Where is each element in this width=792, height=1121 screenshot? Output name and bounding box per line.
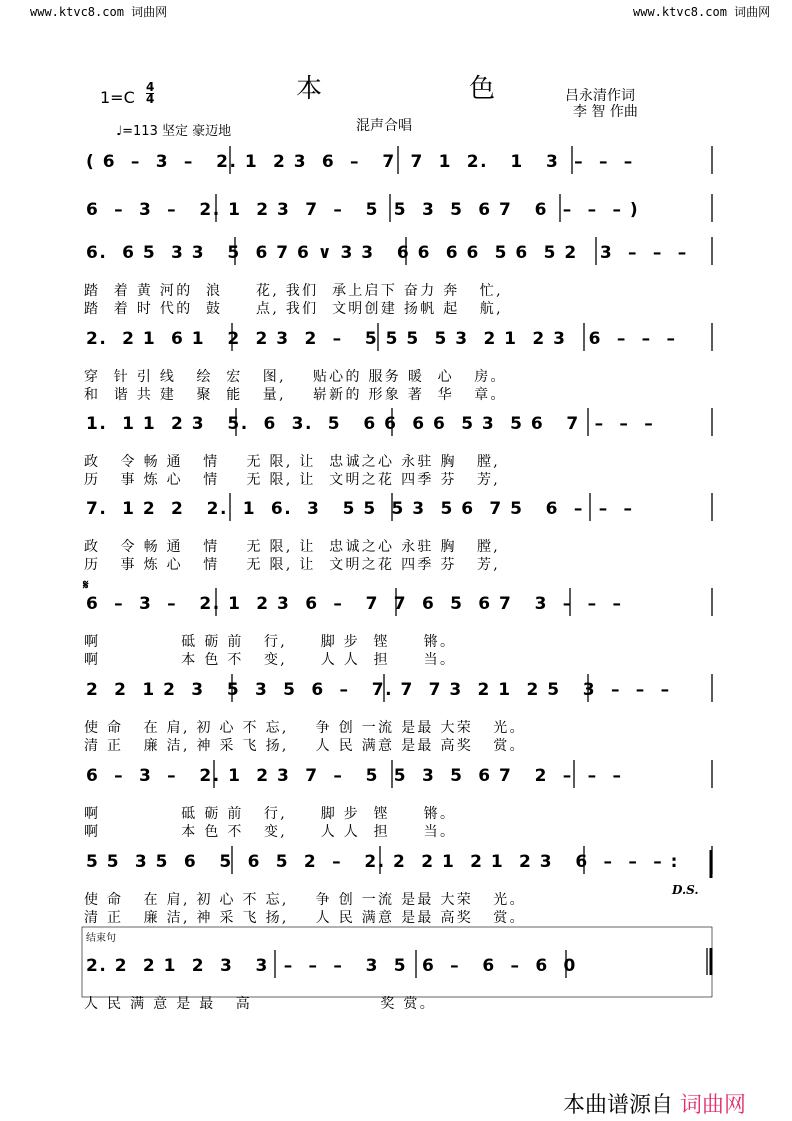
time-sig-bottom: 4 [146,92,155,106]
lyric-line-1: 啊 砥 砺 前 行, 脚 步 铿 锵。 [84,806,457,822]
title-char-2: 色 [469,74,496,104]
system-notes: 7. 1 2 2 2. 1 6. 3 5 5 5 3 5 6 7 5 6 – – – [86,499,634,519]
system-notes: 6. 6 5 3 3 5 6 7 6 ∨ 3 3 6 6 6 6 5 6 5 2 3 – – – [86,243,688,263]
composer: 李 智 作曲 [573,104,638,120]
system-notes: 1. 1 1 2 3 5. 6 3. 5 6 6 6 6 5 3 5 6 7 – – – [86,414,655,434]
lyric-line-2: 和 谐 共 建 聚 能 量, 崭新的 形象 著 华 章。 [84,387,507,403]
system-notes: 5 5 3 5 6 5 6 5 2 – 2. 2 2 1 2 1 2 3 6 – – – : [86,852,679,872]
watermark-right: www.ktvc8.com 词曲网 [633,5,771,19]
source-credit [563,1088,746,1119]
system-notes: 6 – 3 – 2. 1 2 3 7 – 5 5 3 5 6 7 2 – – – [86,766,623,786]
lyric-line-2: 清 正 廉 洁, 神 采 飞 扬, 人 民 满意 是最 高奖 赏。 [84,910,526,926]
lyric-line-2: 历 事 炼 心 情 无 限, 让 文明之花 四季 芬 芳, [84,472,501,488]
system-notes: 6 – 3 – 2. 1 2 3 7 – 5 5 3 5 6 7 6 – – – ) [86,200,640,220]
lyric-line-1: 政 令 畅 通 情 无 限, 让 忠诚之心 永驻 胸 膛, [84,454,501,470]
ds-marking: D.S. [672,883,699,897]
lyric-line-2: 历 事 炼 心 情 无 限, 让 文明之花 四季 芬 芳, [84,557,501,573]
system-notes: 2 2 1 2 3 5 3 5 6 – 7. 7 7 3 2 1 2 5 3 – – – [86,680,671,700]
lyric-line-1: 使 命 在 肩, 初 心 不 忘, 争 创 一流 是最 大荣 光。 [84,892,526,908]
watermark-left: www.ktvc8.com 词曲网 [30,5,168,19]
title-char-1: 本 [296,74,323,104]
lyric-line-1: 踏 着 黄 河的 浪 花, 我们 承上启下 奋力 奔 忙, [84,283,503,299]
time-sig-top: 4 [146,80,155,94]
lyric-line-2: 清 正 廉 洁, 神 采 飞 扬, 人 民 满意 是最 高奖 赏。 [84,738,526,754]
ending-box [82,927,712,997]
barlines [214,146,712,978]
system-notes: 2. 2 2 1 2 3 3 – – – 3 5 6 – 6 – 6 0 [86,956,577,976]
lyricist: 吕永清作词 [565,88,635,104]
tempo-marking: ♩=113 坚定 豪迈地 [116,124,232,139]
key-signature: 1=C [100,88,135,107]
ending-label: 结束句 [86,933,116,944]
system-notes: 2. 2 1 6 1 2 2 3 2 – 5 5 5 5 3 2 1 2 3 6 – – – [86,329,677,349]
lyric-line-1: 穿 针 引 线 绘 宏 图, 贴心的 服务 暖 心 房。 [84,369,507,385]
lyric-line-2: 啊 本 色 不 变, 人 人 担 当。 [84,824,457,840]
lyric-line-1: 政 令 畅 通 情 无 限, 让 忠诚之心 永驻 胸 膛, [84,539,501,555]
system-notes: 6 – 3 – 2. 1 2 3 6 – 7 7 6 5 6 7 3 – – – [86,594,623,614]
segno-sign: 𝄋 [83,578,89,593]
performance-note: 混声合唱 [356,118,412,134]
lyric-line-2: 啊 本 色 不 变, 人 人 担 当。 [84,652,457,668]
lyric-line-1: 人 民 满 意 是 最 高 奖 赏。 [84,996,437,1012]
system-notes: ( 6 – 3 – 2. 1 2 3 6 – 7 7 1 2. 1 3 – – – [86,152,634,172]
source-text: 本曲谱源自 [563,1093,674,1118]
lyric-line-1: 啊 砥 砺 前 行, 脚 步 铿 锵。 [84,634,457,650]
source-brand: 词曲网 [680,1093,747,1118]
lyric-line-2: 踏 着 时 代的 鼓 点, 我们 文明创建 扬帆 起 航, [84,301,503,317]
lyric-line-1: 使 命 在 肩, 初 心 不 忘, 争 创 一流 是最 大荣 光。 [84,720,526,736]
